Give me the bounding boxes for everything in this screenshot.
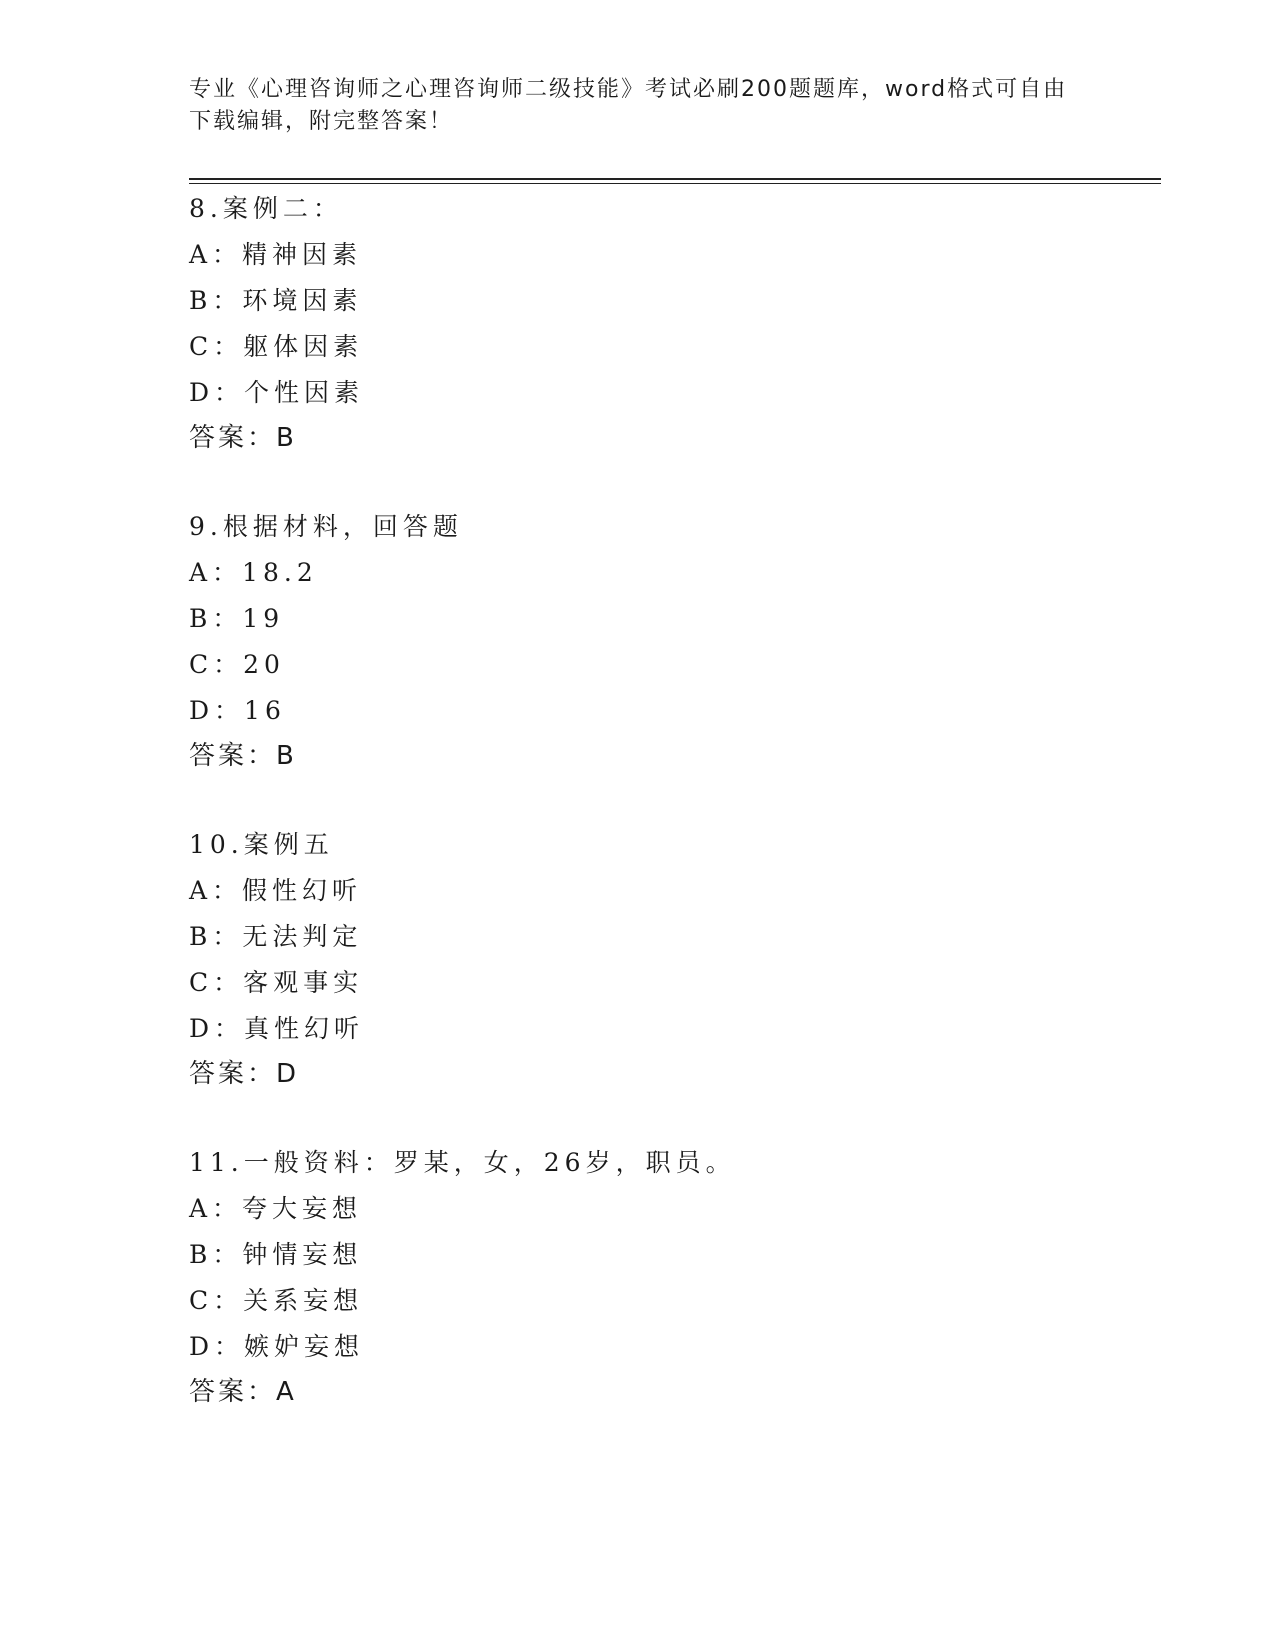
option-b: B：19: [189, 604, 285, 633]
page-header: 专业《心理咨询师之心理咨询师二级技能》考试必刷200题题库，word格式可自由下载编辑，附完整答案！: [189, 77, 1068, 134]
option-b: B：环境因素: [189, 286, 363, 315]
answer-line: 答案：D: [189, 1059, 300, 1089]
answer-line: 答案：A: [189, 1377, 297, 1407]
question-8: [189, 186, 1149, 460]
option-a: A：夸大妄想: [189, 1194, 363, 1223]
header-rule-thin: [189, 183, 1161, 184]
option-a: A：精神因素: [189, 240, 363, 269]
answer-line: 答案：B: [189, 741, 297, 771]
option-c: C：20: [189, 650, 285, 679]
option-d: D：16: [189, 696, 286, 725]
option-b: B：无法判定: [189, 922, 363, 951]
question-11: [189, 1140, 1149, 1414]
option-c: C：躯体因素: [189, 332, 364, 361]
option-d: D：嫉妒妄想: [189, 1332, 365, 1361]
question-stem: 11.一般资料：罗某，女，26岁，职员。: [189, 1148, 736, 1177]
question-stem: 9.根据材料，回答题: [189, 512, 463, 541]
header-rule-thick: [189, 178, 1161, 180]
question-9: [189, 504, 1149, 778]
question-stem: 8.案例二：: [189, 194, 343, 223]
option-a: A：18.2: [189, 558, 318, 587]
question-10: [189, 822, 1149, 1096]
option-c: C：关系妄想: [189, 1286, 364, 1315]
answer-line: 答案：B: [189, 423, 297, 453]
option-c: C：客观事实: [189, 968, 364, 997]
question-list: [189, 186, 1149, 1458]
question-stem: 10.案例五: [189, 830, 334, 859]
option-a: A：假性幻听: [189, 876, 363, 905]
option-b: B：钟情妄想: [189, 1240, 363, 1269]
option-d: D：真性幻听: [189, 1014, 365, 1043]
option-d: D：个性因素: [189, 378, 365, 407]
